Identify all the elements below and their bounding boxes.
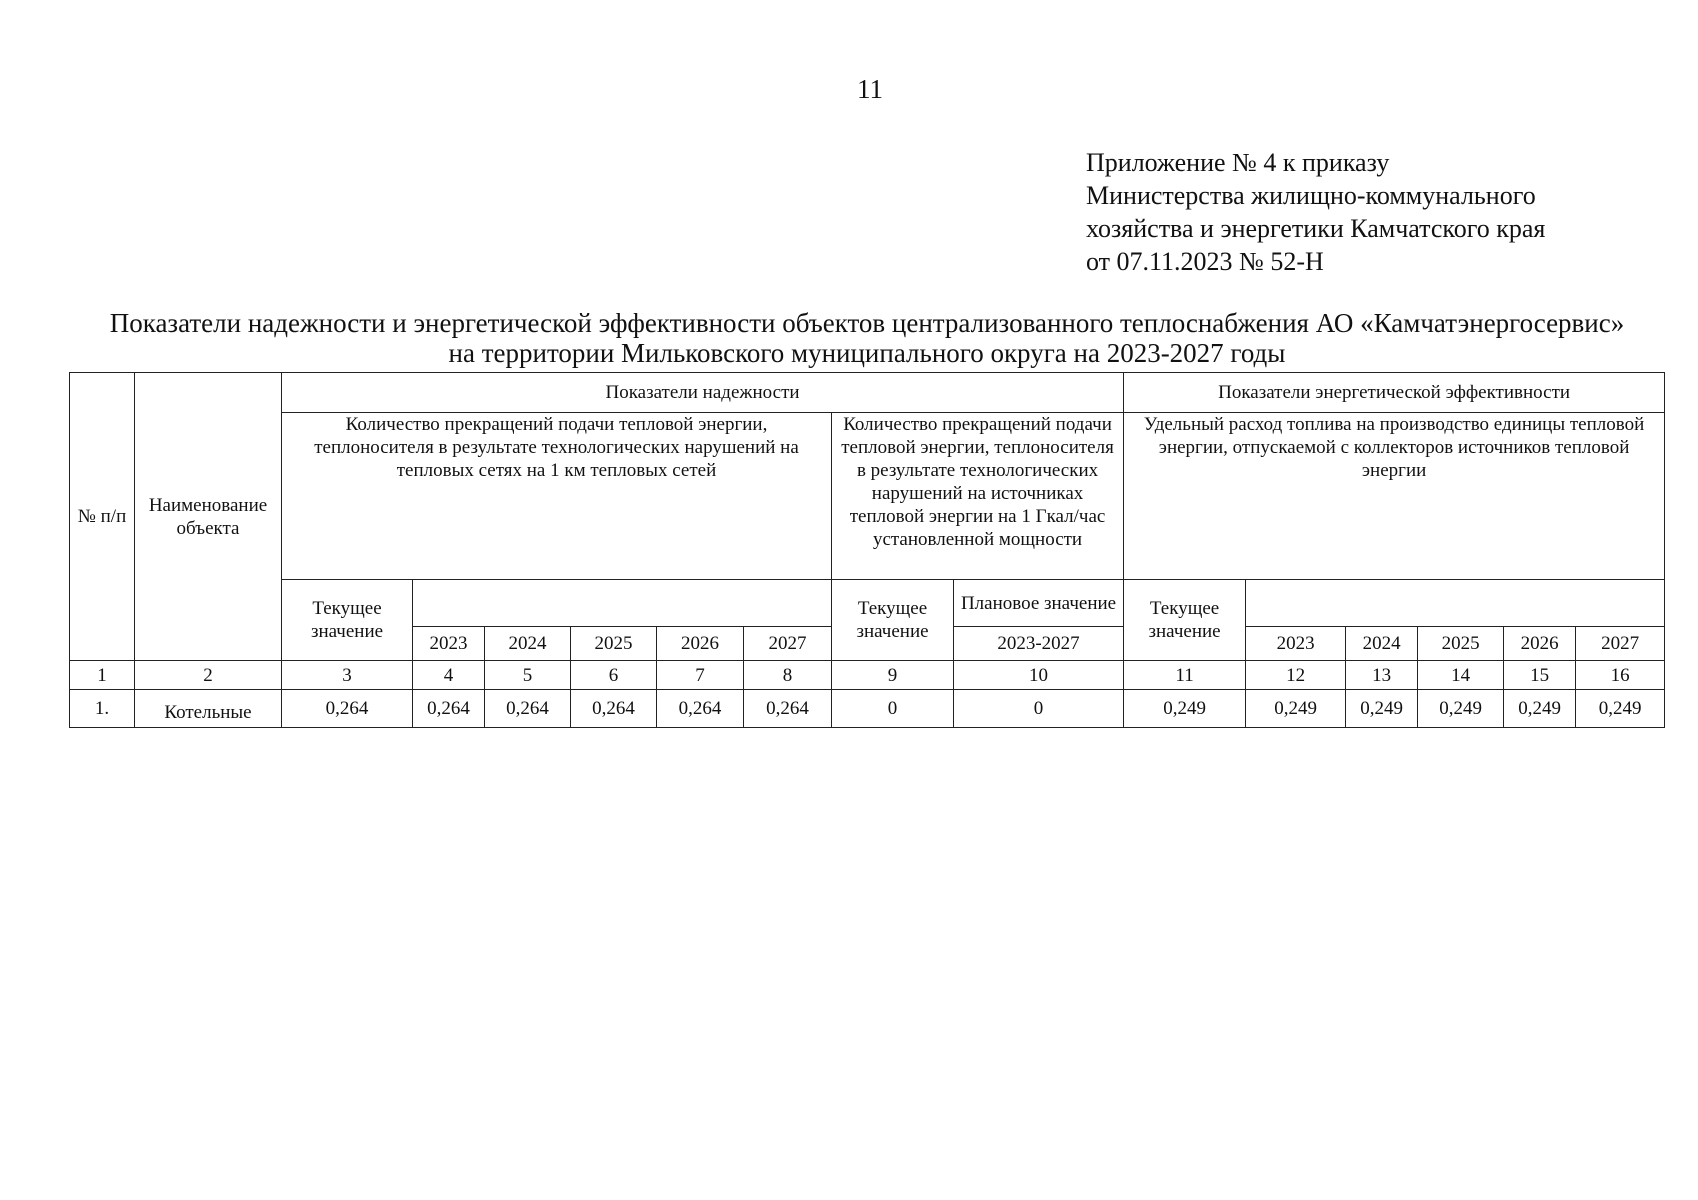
column-number: 13 [1346,661,1418,690]
appendix-line-1: Приложение № 4 к приказу [1086,148,1390,177]
header-planned-period: 2023-2027 [954,627,1124,661]
row-value: 0,264 [571,690,657,728]
header-year: 2023 [1246,627,1346,661]
column-number-row [70,661,1665,690]
header-year: 2027 [1576,627,1665,661]
header-current-value-11: Текущее значение [1124,580,1246,661]
header-object-name: Наименование объекта [135,373,282,661]
document-title [70,308,1664,368]
appendix-block [1086,146,1545,278]
row-value: 0,264 [282,690,413,728]
row-value: 0 [954,690,1124,728]
header-years-group-12 [1246,580,1665,627]
column-number: 11 [1124,661,1246,690]
row-value: 0,249 [1418,690,1504,728]
row-object-name: Котельные [135,690,282,728]
appendix-line-3: хозяйства и энергетики Камчатского края [1086,214,1546,243]
indicators-table [69,372,1665,728]
column-number: 4 [413,661,485,690]
column-number: 8 [744,661,832,690]
column-number: 3 [282,661,413,690]
row-value: 0,249 [1346,690,1418,728]
column-number: 16 [1576,661,1665,690]
column-number: 1 [70,661,135,690]
header-reliability-group: Показатели надежности [282,373,1124,413]
appendix-line-4: от 07.11.2023 № 52-Н [1086,247,1324,276]
column-number: 7 [657,661,744,690]
title-line-1: Показатели надежности и энергетической эффективности объектов централизованного теплоснабжения АО «Камчатэнергосервис» [109,308,1625,338]
header-years-group-4 [413,580,832,627]
header-network-interruptions: Количество прекращений подачи тепловой энергии, теплоносителя в результате технологических нарушений на тепловых сетях на 1 км тепловых сетей [282,413,832,580]
row-number: 1. [70,690,135,728]
header-number: № п/п [70,373,135,661]
row-value: 0,249 [1124,690,1246,728]
row-value: 0,264 [744,690,832,728]
header-current-value-3: Текущее значение [282,580,413,661]
row-value: 0,249 [1576,690,1665,728]
header-fuel-consumption: Удельный расход топлива на производство единицы тепловой энергии, отпускаемой с коллекторов источников тепловой энергии [1124,413,1665,580]
header-year: 2024 [485,627,571,661]
header-year: 2027 [744,627,832,661]
row-value: 0 [832,690,954,728]
header-current-value-9: Текущее значение [832,580,954,661]
row-value: 0,249 [1246,690,1346,728]
header-efficiency-group: Показатели энергетической эффективности [1124,373,1665,413]
column-number: 12 [1246,661,1346,690]
header-year: 2025 [1418,627,1504,661]
column-number: 15 [1504,661,1576,690]
row-value: 0,249 [1504,690,1576,728]
header-year: 2024 [1346,627,1418,661]
header-planned-value: Плановое значение [954,580,1124,627]
header-source-interruptions: Количество прекращений подачи тепловой энергии, теплоносителя в результате технологических нарушений на источниках тепловой энергии на 1 Гкал/час установленной мощности [832,413,1124,580]
header-year: 2023 [413,627,485,661]
page-number: 11 [857,74,883,104]
row-value: 0,264 [413,690,485,728]
row-value: 0,264 [657,690,744,728]
column-number: 14 [1418,661,1504,690]
header-year: 2026 [657,627,744,661]
row-value: 0,264 [485,690,571,728]
column-number: 5 [485,661,571,690]
appendix-line-2: Министерства жилищно-коммунального [1086,181,1536,210]
header-year: 2025 [571,627,657,661]
table-row [70,690,1665,728]
column-number: 6 [571,661,657,690]
column-number: 2 [135,661,282,690]
column-number: 10 [954,661,1124,690]
title-line-2: на территории Мильковского муниципального округа на 2023-2027 годы [448,338,1286,368]
header-year: 2026 [1504,627,1576,661]
column-number: 9 [832,661,954,690]
